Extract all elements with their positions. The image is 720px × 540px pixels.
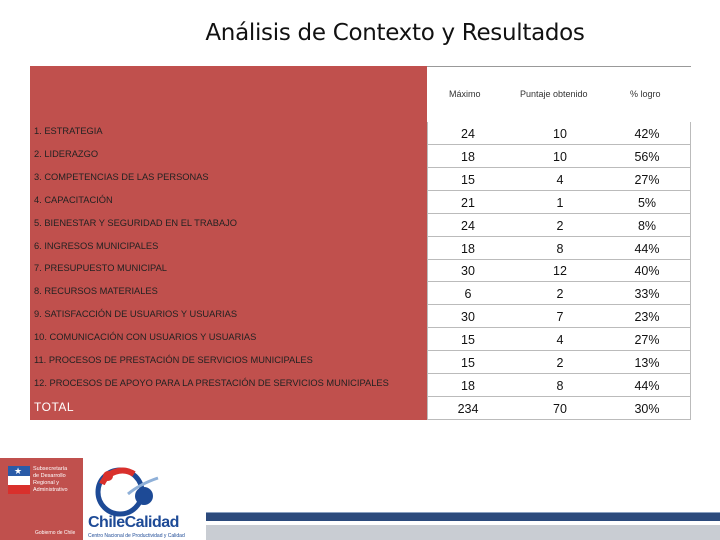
table-row (30, 168, 691, 191)
row-max: 15 (461, 172, 475, 187)
row-label: 1. ESTRATEGIA (34, 126, 103, 136)
page-title: Análisis de Contexto y Resultados (205, 20, 585, 46)
header-max: Máximo (449, 89, 481, 99)
table-row (30, 282, 691, 305)
table-row (30, 237, 691, 260)
row-score: 4 (556, 333, 564, 348)
row-pct: 13% (634, 356, 660, 370)
table-row (30, 374, 691, 397)
table-row (30, 328, 691, 351)
row-score: 8 (556, 378, 564, 393)
row-pct: 56% (634, 149, 660, 164)
row-score: 10 (553, 127, 567, 141)
row-score: 4 (556, 172, 564, 187)
row-max: 30 (461, 264, 475, 279)
row-pct: 44% (634, 378, 660, 393)
row-pct: 44% (634, 241, 660, 256)
logo-name: ChileCalidad (88, 514, 179, 531)
subdere-text: Subsecretaría de Desarrollo Regional y Administrativo (33, 466, 68, 493)
row-label: 10. COMUNICACIÓN CON USUARIOS Y USUARIAS (34, 332, 257, 343)
row-max: 21 (461, 195, 475, 210)
row-pct: 23% (634, 310, 660, 325)
row-pct: 8% (637, 218, 657, 233)
row-pct: 27% (634, 172, 660, 187)
row-label: 12. PROCESOS DE APOYO PARA LA PRESTACIÓN DE SERVICIOS MUNICIPALES (34, 377, 389, 388)
row-score: 8 (556, 241, 564, 256)
row-score: 2 (556, 356, 564, 370)
table-row (30, 145, 691, 168)
row-max: 6 (464, 287, 472, 302)
table-header (427, 66, 691, 122)
row-label: TOTAL (34, 399, 75, 414)
row-max: 18 (461, 378, 475, 393)
row-label: 11. PROCESOS DE PRESTACIÓN DE SERVICIOS MUNICIPALES (34, 355, 313, 365)
row-label: 7. PRESUPUESTO MUNICIPAL (34, 263, 167, 274)
row-score: 10 (553, 149, 567, 164)
header-pct: % logro (630, 89, 661, 99)
row-pct: 40% (634, 264, 660, 279)
row-score: 7 (556, 310, 564, 325)
gobierno-text: Gobierno de Chile (35, 530, 76, 536)
row-label: 2. LIDERAZGO (34, 148, 99, 159)
row-pct: 42% (634, 127, 660, 141)
row-max: 24 (461, 218, 475, 233)
row-max: 15 (461, 333, 475, 348)
table-row (30, 122, 691, 145)
row-label: 5. BIENESTAR Y SEGURIDAD EN EL TRABAJO (34, 217, 238, 228)
row-max: 18 (461, 149, 475, 164)
footer-bar (206, 512, 720, 521)
row-pct: 27% (634, 333, 660, 348)
row-score: 70 (553, 401, 567, 416)
row-label: 6. INGRESOS MUNICIPALES (34, 240, 159, 251)
row-max: 30 (461, 310, 475, 325)
total-row (30, 397, 691, 420)
row-max: 18 (461, 241, 475, 256)
row-max: 15 (461, 356, 475, 370)
shield-icon: ★ (8, 466, 30, 494)
row-score: 1 (556, 195, 564, 210)
row-label: 8. RECURSOS MATERIALES (34, 286, 158, 297)
table-row (30, 191, 691, 214)
row-pct: 5% (637, 195, 657, 210)
header-score: Puntaje obtenido (520, 89, 588, 99)
row-label: 9. SATISFACCIÓN DE USUARIOS Y USUARIAS (34, 309, 238, 320)
row-score: 12 (553, 264, 567, 279)
row-divider (427, 419, 691, 420)
table-row (30, 351, 691, 374)
table-row (30, 305, 691, 328)
subdere-block (0, 458, 83, 540)
row-score: 2 (556, 287, 564, 302)
row-max: 234 (457, 401, 479, 416)
row-pct: 33% (634, 287, 660, 302)
row-label: 4. CAPACITACIÓN (34, 194, 113, 205)
row-score: 2 (556, 218, 564, 233)
row-label: 3. COMPETENCIAS DE LAS PERSONAS (34, 171, 209, 182)
logo-subtitle: Centro Nacional de Productividad y Calidad (88, 533, 185, 539)
table-row (30, 214, 691, 237)
row-max: 24 (461, 127, 475, 141)
table-row (30, 259, 691, 282)
footer-bar-grey (206, 525, 720, 540)
row-pct: 30% (634, 401, 660, 416)
